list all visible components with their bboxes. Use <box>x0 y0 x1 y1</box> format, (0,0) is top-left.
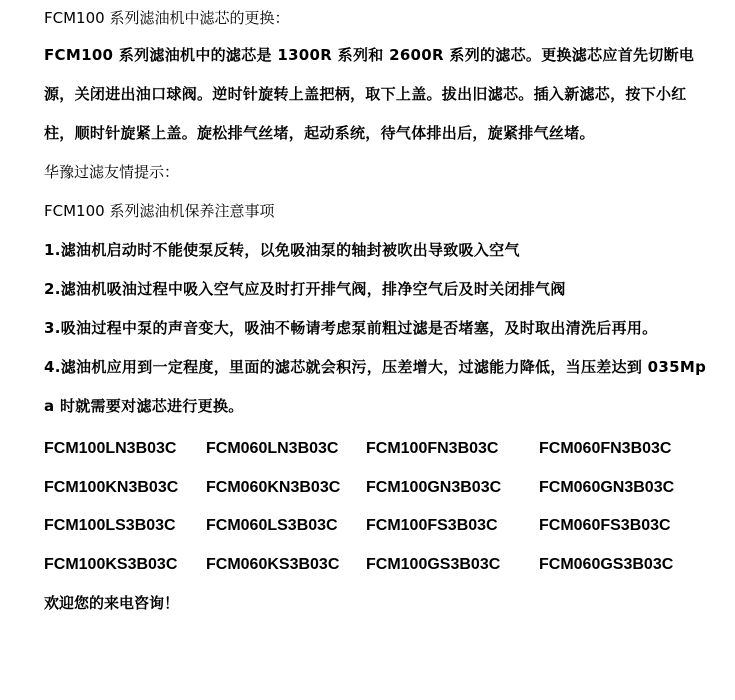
section-title: FCM100 系列滤油机中滤芯的更换： <box>44 9 290 27</box>
model-number: FCM060KN3B03C <box>206 478 341 496</box>
note-item: 4.滤油机应用到一定程度，里面的滤芯就会积污，压差增大，过滤能力降低，当压差达到 035Mpa 时就需要对滤芯进行更换。 <box>44 358 707 415</box>
note-item: 3.吸油过程中泵的声音变大，吸油不畅请考虑泵前粗过滤是否堵塞，及时取出清洗后再用。 <box>44 319 658 337</box>
model-number: FCM100FS3B03C <box>366 517 498 535</box>
model-number: FCM060LS3B03C <box>206 517 338 535</box>
model-number: FCM100FN3B03C <box>366 440 499 458</box>
note-item: 1.滤油机启动时不能使泵反转，以免吸油泵的轴封被吹出导致吸入空气 <box>44 241 520 259</box>
model-list <box>44 430 714 584</box>
model-number: FCM100KN3B03C <box>44 478 179 496</box>
model-number: FCM100GN3B03C <box>366 478 502 496</box>
model-number: FCM060LN3B03C <box>206 440 339 458</box>
model-row <box>44 469 714 508</box>
model-number: FCM060GS3B03C <box>539 555 674 573</box>
model-number: FCM100KS3B03C <box>44 555 178 573</box>
replacement-paragraph: FCM100 系列滤油机中的滤芯是 1300R 系列和 2600R 系列的滤芯。更换滤芯应首先切断电源，关闭进出油口球阀。逆时针旋转上盖把柄，取下上盖。拔出旧滤芯。插入新滤芯，按下小红柱，顺时针旋紧上盖。旋松排气丝堵，起动系统，待气体排出后，旋紧排气丝堵。 <box>44 46 695 142</box>
tips-heading: 华豫过滤友情提示： <box>44 163 180 181</box>
model-row <box>44 507 714 546</box>
model-row <box>44 546 714 585</box>
maintenance-heading: FCM100 系列滤油机保养注意事项 <box>44 202 275 220</box>
model-number: FCM060FN3B03C <box>539 440 672 458</box>
model-row <box>44 430 714 469</box>
model-number: FCM060KS3B03C <box>206 555 340 573</box>
model-number: FCM100LS3B03C <box>44 517 176 535</box>
closing-text: 欢迎您的来电咨询！ <box>44 594 180 612</box>
model-number: FCM060GN3B03C <box>539 478 675 496</box>
note-item: 2.滤油机吸油过程中吸入空气应及时打开排气阀，排净空气后及时关闭排气阀 <box>44 280 566 298</box>
model-number: FCM100GS3B03C <box>366 555 501 573</box>
model-number: FCM060FS3B03C <box>539 517 671 535</box>
model-number: FCM100LN3B03C <box>44 440 177 458</box>
document-body <box>44 0 714 622</box>
